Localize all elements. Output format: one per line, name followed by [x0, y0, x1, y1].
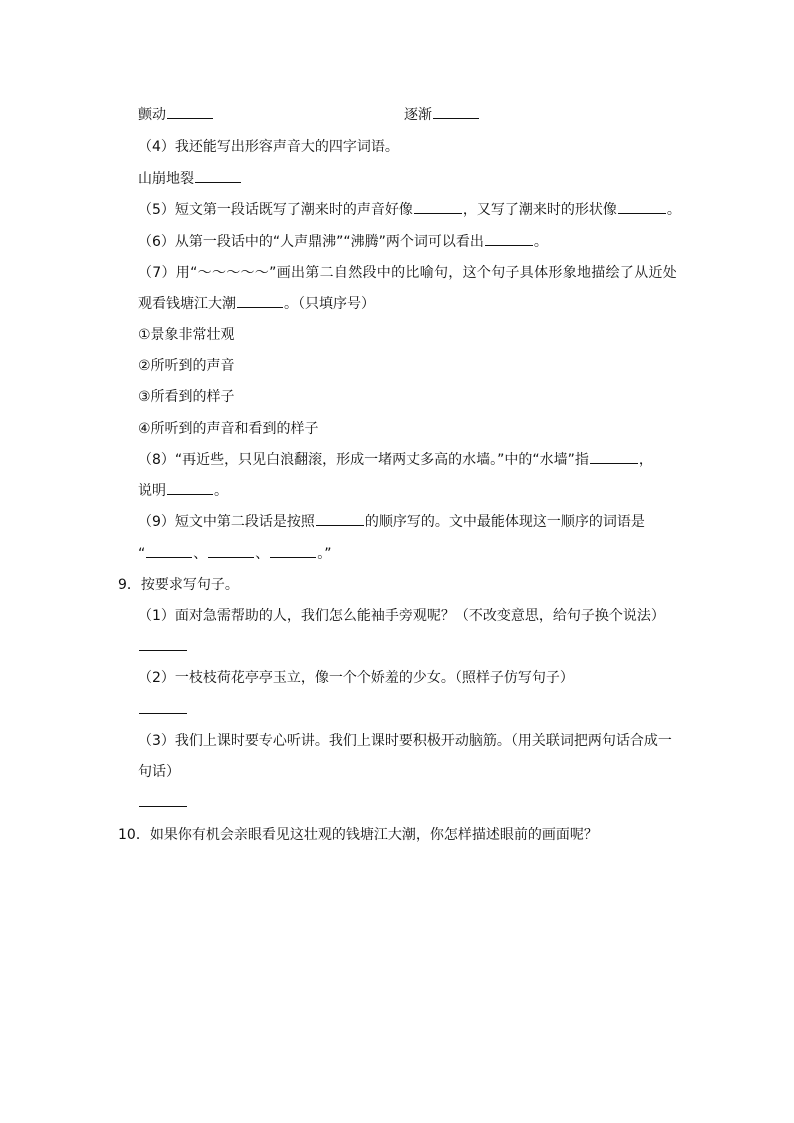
answer-blank[interactable]: [433, 106, 479, 119]
subquestion-5-text-b: ，又写了潮来时的形状像: [462, 202, 617, 218]
answer-line-9-2: [138, 701, 188, 719]
question-9-2: （2）一枝枝荷花亭亭玉立，像一个个娇羞的少女。（照样子仿写句子）: [138, 670, 574, 686]
subquestion-8-cont: [138, 482, 228, 500]
answer-blank[interactable]: [139, 701, 187, 714]
answer-blank[interactable]: [167, 482, 213, 495]
subquestion-7-text-b: 。（只填序号）: [284, 296, 375, 312]
answer-blank[interactable]: [237, 295, 283, 308]
subquestion-6: [138, 233, 548, 251]
subquestion-8-text-a: （8）“再近些，只见白浪翻滚，形成一堵两丈多高的水墙。”中的“水墙”指: [138, 452, 589, 468]
question-9-3-cont: 句话）: [138, 764, 180, 780]
subquestion-7-text-a: 观看钱塘江大潮: [138, 296, 236, 312]
question-10: 10．如果你有机会亲眼看见这壮观的钱塘江大潮，你怎样描述眼前的画面呢？: [118, 827, 598, 843]
answer-line-zhujian: [404, 106, 480, 124]
subquestion-6-text-b: 。: [533, 234, 548, 250]
answer-blank[interactable]: [139, 794, 187, 807]
subquestion-8: [138, 451, 653, 469]
answer-blank[interactable]: [618, 201, 666, 214]
subquestion-9-cont: [138, 545, 332, 563]
subquestion-7-cont: [138, 295, 375, 313]
answer-blank[interactable]: [485, 233, 533, 246]
quote-close: 。”: [317, 546, 332, 562]
subquestion-8-text-b: ，: [638, 452, 653, 468]
quote-open: “: [138, 546, 146, 562]
option-1: ①景象非常壮观: [138, 327, 235, 343]
question-9-1: （1）面对急需帮助的人，我们怎么能袖手旁观呢？（不改变意思，给句子换个说法）: [138, 608, 665, 624]
separator: 、: [193, 546, 208, 562]
answer-blank[interactable]: [270, 545, 316, 558]
answer-blank[interactable]: [146, 545, 192, 558]
answer-line-shanbeng: [138, 170, 242, 188]
option-2: ②所听到的声音: [138, 358, 235, 374]
answer-blank[interactable]: [139, 638, 187, 651]
answer-blank[interactable]: [414, 201, 462, 214]
answer-blank[interactable]: [167, 106, 213, 119]
separator: 、: [255, 546, 270, 562]
subquestion-8-text-c: 说明: [138, 483, 166, 499]
subquestion-6-text-a: （6）从第一段话中的“人声鼎沸”“沸腾”两个词可以看出: [138, 234, 484, 250]
subquestion-9: [138, 513, 645, 531]
answer-line-9-1: [138, 638, 188, 656]
answer-blank[interactable]: [195, 170, 241, 183]
answer-line-9-3: [138, 794, 188, 812]
answer-blank[interactable]: [208, 545, 254, 558]
subquestion-5: [138, 201, 681, 219]
subquestion-9-text-a: （9）短文中第二段话是按照: [138, 514, 315, 530]
question-9-heading: 9．按要求写句子。: [118, 577, 239, 593]
subquestion-9-text-b: 的顺序写的。文中最能体现这一顺序的词语是: [364, 514, 645, 530]
answer-blank[interactable]: [590, 451, 638, 464]
word-shanbengdilie: 山崩地裂: [138, 171, 194, 187]
subquestion-5-text-a: （5）短文第一段话既写了潮来时的声音好像: [138, 202, 413, 218]
subquestion-8-text-d: 。: [214, 483, 228, 499]
subquestion-5-text-c: 。: [666, 202, 681, 218]
subquestion-7: （7）用“～～～～～”画出第二自然段中的比喻句，这个句子具体形象地描绘了从近处: [138, 265, 678, 281]
answer-blank[interactable]: [316, 513, 364, 526]
answer-line-chandong: [138, 106, 214, 124]
question-9-3: （3）我们上课时要专心听讲。我们上课时要积极开动脑筋。（用关联词把两句话合成一: [138, 733, 672, 749]
option-4: ④所听到的声音和看到的样子: [138, 421, 319, 437]
word-zhujian: 逐渐: [404, 107, 432, 123]
word-chandong: 颤动: [138, 107, 166, 123]
option-3: ③所看到的样子: [138, 389, 235, 405]
subquestion-4: （4）我还能写出形容声音大的四字词语。: [138, 139, 399, 155]
